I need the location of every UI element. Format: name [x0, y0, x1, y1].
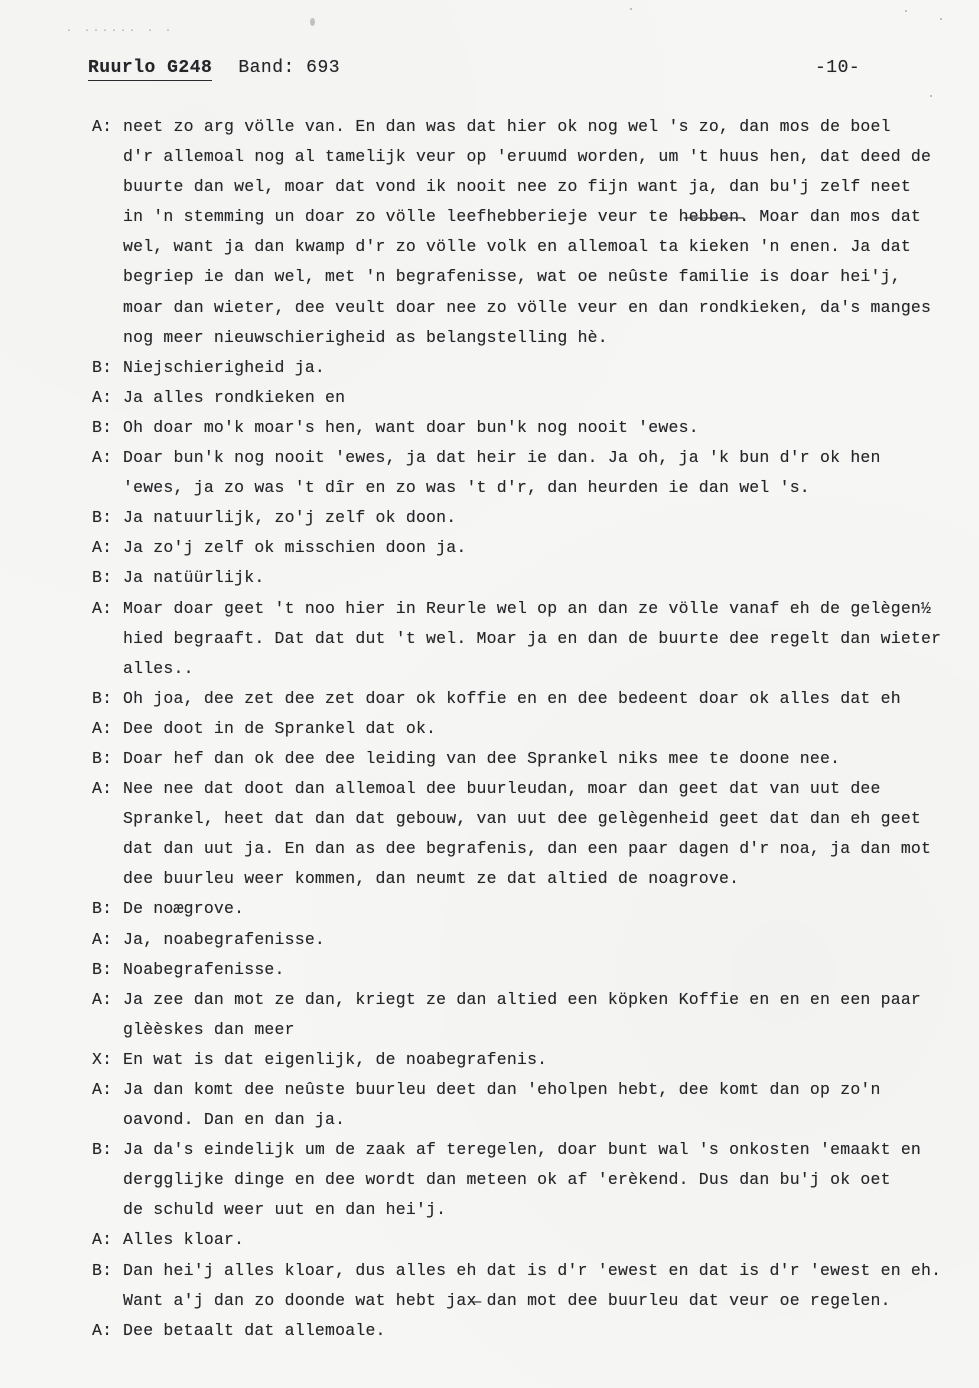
scan-artifact	[940, 18, 942, 20]
dialogue-line	[92, 383, 952, 413]
dialogue-line	[92, 503, 952, 533]
dialogue-line	[92, 533, 952, 563]
dialogue-line	[92, 925, 952, 955]
dialogue-line	[92, 654, 952, 684]
line-text: Ja dan komt dee neûste buurleu deet dan 'eholpen hebt, dee komt dan op zo'n	[123, 1080, 881, 1099]
line-text: Niejschierigheid ja.	[123, 357, 326, 377]
speaker-label	[92, 1165, 123, 1195]
dialogue-line	[92, 1105, 952, 1135]
line-text: neet zo arg völle van. En dan was dat hier ok nog wel 's zo, dan mos de boel	[123, 117, 891, 136]
dialogue-line	[92, 1135, 952, 1165]
dialogue-line	[92, 1075, 952, 1105]
line-text: Ja natüürlijk.	[123, 568, 265, 588]
dialogue-line	[92, 1165, 952, 1195]
line-text: Want a'j dan zo doonde wat hebt jax̶ dan mot dee buurleu dat veur oe regelen.	[123, 1290, 891, 1310]
speaker-label	[92, 323, 123, 353]
speaker-label: A:	[92, 598, 113, 618]
line-text: de schuld weer uut en dan hei'j.	[123, 1200, 447, 1220]
speaker-label: B:	[92, 1260, 113, 1280]
line-text: dat dan uut ja. En dan as dee begrafenis, dan een paar dagen d'r noa, ja dan mot	[123, 839, 932, 859]
speaker-label: A:	[92, 929, 113, 949]
scan-artifact	[630, 8, 632, 10]
document-title: Ruurlo G248	[88, 58, 212, 81]
speaker-label: A:	[92, 718, 113, 738]
line-text: Dan hei'j alles kloar, dus alles eh dat is d'r 'ewest en dat is d'r 'ewest en eh.	[123, 1260, 942, 1280]
band-label: Band: 693	[238, 58, 341, 78]
line-text: Dee betaalt dat allemoale.	[123, 1320, 386, 1340]
speaker-label	[92, 864, 123, 894]
page-header	[88, 58, 919, 81]
dialogue-line	[92, 834, 952, 864]
line-text: Alles kloar.	[123, 1230, 245, 1250]
speaker-label: X:	[92, 1049, 113, 1069]
speaker-label: A:	[92, 1230, 113, 1250]
line-text: Moar doar geet 't noo hier in Reurle wel op an dan ze völle vanaf eh de gelègen½	[123, 598, 932, 618]
scan-noise-dots: · ······ · ·	[66, 26, 175, 37]
line-text: Ja natuurlijk, zo'j zelf ok doon.	[123, 508, 457, 528]
dialogue-line	[92, 985, 952, 1015]
line-text: Ja zo'j zelf ok misschien doon ja.	[123, 538, 467, 558]
dialogue-line	[92, 955, 952, 985]
scan-artifact	[310, 18, 315, 26]
dialogue-line	[92, 202, 952, 232]
speaker-label: A:	[92, 989, 113, 1009]
dialogue-line	[92, 1045, 952, 1075]
line-text: Nee nee dat doot dan allemoal dee buurleudan, moar dan geet dat van uut dee	[123, 779, 881, 799]
speaker-label	[92, 1105, 123, 1135]
line-text: Sprankel, heet dat dan dat gebouw, van uut dee gelègenheid geet dat dan eh geet	[123, 809, 922, 829]
speaker-label	[92, 142, 123, 172]
line-text: Doar hef dan ok dee dee leiding van dee Sprankel niks mee te doone nee.	[123, 748, 841, 768]
line-text: oavond. Dan en dan ja.	[123, 1110, 346, 1130]
line-text: wel, want ja dan kwamp d'r zo völle volk en allemoal ta kieken 'n enen. Ja dat	[123, 237, 911, 257]
speaker-label	[92, 232, 123, 262]
speaker-label: B:	[92, 899, 113, 919]
line-text: glèèskes dan meer	[123, 1019, 295, 1039]
dialogue-line	[92, 232, 952, 262]
line-text: Ja alles rondkieken en	[123, 387, 346, 407]
speaker-label: A:	[92, 448, 113, 468]
speaker-label	[92, 654, 123, 684]
line-text: dee buurleu weer kommen, dan neumt ze dat altied de noagrove.	[123, 869, 740, 889]
speaker-label	[92, 202, 123, 232]
dialogue-line	[92, 684, 952, 714]
line-text: Oh joa, dee zet dee zet doar ok koffie en en dee bedeent doar ok alles dat eh	[123, 688, 901, 708]
dialogue-line	[92, 413, 952, 443]
dialogue-line	[92, 744, 952, 774]
speaker-label: B:	[92, 959, 113, 979]
line-text: De noægrove.	[123, 899, 245, 919]
dialogue-line	[92, 804, 952, 834]
speaker-label	[92, 624, 123, 654]
speaker-label	[92, 172, 123, 202]
line-text: hied begraaft. Dat dat dut 't wel. Moar ja en dan de buurte dee regelt dan wieter	[123, 628, 942, 648]
dialogue-line	[92, 1195, 952, 1225]
speaker-label: B:	[92, 568, 113, 588]
dialogue-line	[92, 1015, 952, 1045]
speaker-label	[92, 1195, 123, 1225]
line-text: En wat is dat eigenlijk, de noabegrafenis.	[123, 1049, 548, 1069]
line-text: Noabegrafenisse.	[123, 959, 285, 979]
line-text: 'ewes, ja zo was 't dîr en zo was 't d'r, dan heurden ie dan wel 's.	[123, 478, 810, 498]
dialogue-line	[92, 262, 952, 292]
line-text: Dee doot in de Sprankel dat ok.	[123, 718, 437, 738]
dialogue-line	[92, 563, 952, 593]
line-text: alles..	[123, 658, 194, 678]
line-text: buurte dan wel, moar dat vond ik nooit nee zo fijn want ja, dan bu'j zelf neet	[123, 177, 911, 197]
dialogue-line	[92, 293, 952, 323]
line-text: begriep ie dan wel, met 'n begrafenisse, wat oe neûste familie is doar hei'j,	[123, 267, 901, 287]
scan-artifact	[905, 10, 907, 12]
speaker-label: A:	[92, 1320, 113, 1340]
dialogue-line	[92, 1316, 952, 1346]
line-text: in 'n stemming un doar zo völle leefhebberieje veur te h̶e̶b̶b̶e̶n̶. Moar dan mos dat	[123, 207, 922, 227]
scan-artifact	[930, 95, 932, 97]
speaker-label	[92, 1015, 123, 1045]
dialogue-line	[92, 473, 952, 503]
speaker-label: B:	[92, 508, 113, 528]
dialogue-line	[92, 774, 952, 804]
speaker-label: B:	[92, 688, 113, 708]
line-text: Oh doar mo'k moar's hen, want doar bun'k nog nooit 'ewes.	[123, 417, 699, 437]
line-text: moar dan wieter, dee veult doar nee zo völle veur en dan rondkieken, da's manges	[123, 297, 932, 317]
dialogue-line	[92, 1286, 952, 1316]
dialogue-line	[92, 353, 952, 383]
dialogue-line	[92, 894, 952, 924]
dialogue-line	[92, 172, 952, 202]
dialogue-line	[92, 594, 952, 624]
speaker-label: B:	[92, 1140, 113, 1160]
speaker-label: B:	[92, 357, 113, 377]
line-text: dergglijke dinge en dee wordt dan meteen ok af 'erèkend. Dus dan bu'j ok oet	[123, 1170, 891, 1190]
line-text: d'r allemoal nog al tamelijk veur op 'eruumd worden, um 't huus hen, dat deed de	[123, 147, 932, 167]
dialogue-line	[92, 864, 952, 894]
speaker-label	[92, 1286, 123, 1316]
speaker-label: A:	[92, 387, 113, 407]
dialogue-line	[92, 624, 952, 654]
line-text: Ja zee dan mot ze dan, kriegt ze dan altied een köpken Koffie en en en een paar	[123, 989, 922, 1009]
speaker-label: B:	[92, 748, 113, 768]
speaker-label	[92, 293, 123, 323]
dialogue-line	[92, 1225, 952, 1255]
line-text: Ja da's eindelijk um de zaak af teregelen, doar bunt wal 's onkosten 'emaakt en	[123, 1140, 922, 1160]
speaker-label	[92, 834, 123, 864]
speaker-label: A:	[92, 1080, 113, 1099]
speaker-label	[92, 262, 123, 292]
dialogue-line	[92, 142, 952, 172]
dialogue-line	[92, 323, 952, 353]
dialogue-line	[92, 1256, 952, 1286]
transcript-body	[92, 112, 952, 1346]
dialogue-line	[92, 112, 952, 142]
speaker-label: A:	[92, 117, 113, 136]
speaker-label	[92, 804, 123, 834]
page-number: -10-	[815, 58, 861, 78]
speaker-label: A:	[92, 538, 113, 558]
line-text: nog meer nieuwschierigheid as belangstelling hè.	[123, 327, 608, 347]
line-text: Doar bun'k nog nooit 'ewes, ja dat heir ie dan. Ja oh, ja 'k bun d'r ok hen	[123, 448, 881, 468]
line-text: Ja, noabegrafenisse.	[123, 929, 326, 949]
speaker-label	[92, 473, 123, 503]
speaker-label: A:	[92, 779, 113, 799]
speaker-label: B:	[92, 417, 113, 437]
dialogue-line	[92, 443, 952, 473]
dialogue-line	[92, 714, 952, 744]
